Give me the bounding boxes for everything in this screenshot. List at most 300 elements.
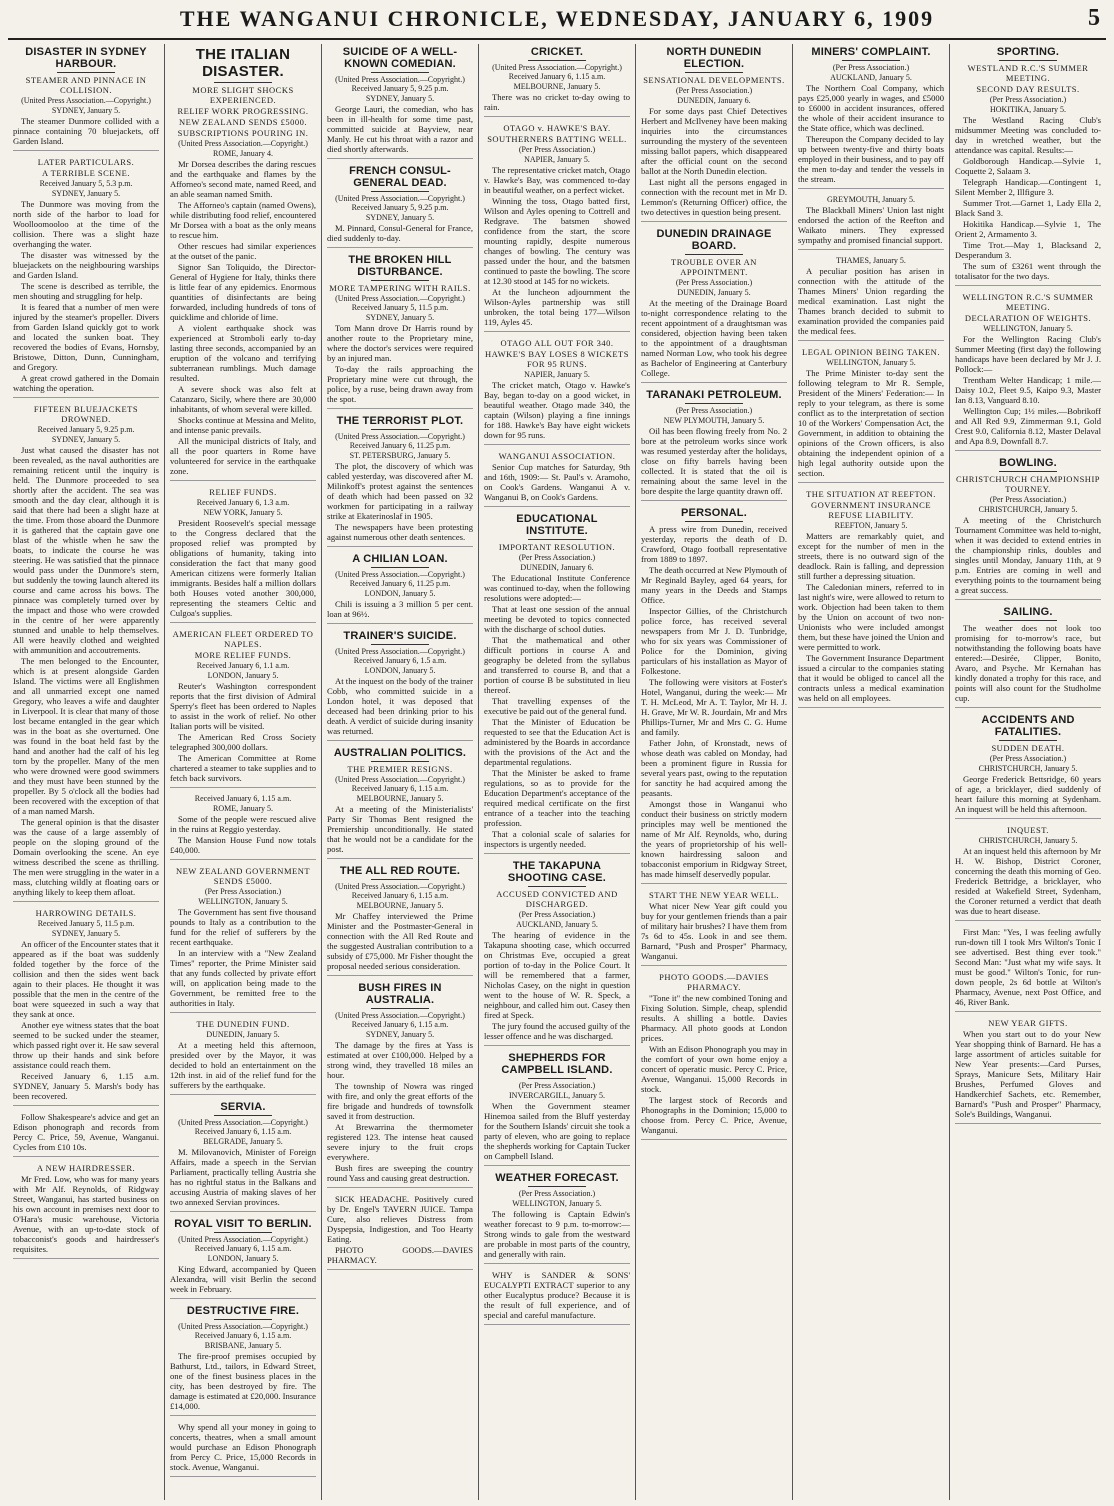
- dateline: REEFTON, January 5.: [834, 521, 908, 530]
- article-subheading: LEGAL OPINION BEING TAKEN.: [802, 347, 940, 357]
- article: [641, 507, 787, 884]
- article-paragraph: M. Milovanovich, Minister of Foreign Affairs, made a speech in the Servian Parliament, practically telling Austria she has no rightful status in the Balkans and accusing Austria of making slaves of her two annexed Servian provinces.: [170, 1147, 316, 1207]
- divider: [999, 740, 1057, 741]
- article: [327, 165, 473, 248]
- dateline: DUNEDIN, January 5.: [206, 1030, 280, 1039]
- dateline: MELBOURNE, January 5.: [513, 82, 601, 91]
- dateline: SYDNEY, January 5.: [365, 213, 435, 222]
- dateline: DUNEDIN, January 5.: [677, 288, 751, 297]
- wire-source: (United Press Association.—Copyright.): [178, 139, 308, 148]
- article-paragraph: Chili is issuing a 3 million 5 per cent. loan at 96½.: [327, 599, 473, 619]
- article: [170, 487, 316, 623]
- wire-source: (United Press Association.—Copyright.) Received January 5, 11.5 p.m.: [335, 294, 465, 312]
- article-paragraph: The largest stock of Records and Phonographs in the Dominion; 15,000 to choose from. Percy C. Price, Avenue, Wanganui.: [641, 1095, 787, 1135]
- article-paragraph: For the Wellington Racing Club's Summer Meeting (first day) the following handicaps have been declared by Mr J. J. Pollock:—: [955, 334, 1101, 374]
- news-column: [950, 44, 1106, 1500]
- article: [484, 1270, 630, 1325]
- article-paragraph: The weather does not look too promising for to-morrow's race, but notwithstanding the following boats have entered:—Desirée, Clipper, Bonito, Avaro, and Psyche. Mr Kernahan has kindly donated a trophy for this race, and points will also count for the Studholme cup.: [955, 623, 1101, 703]
- article: [170, 1218, 316, 1299]
- article: [484, 860, 630, 1046]
- article-heading: SAILING.: [1003, 606, 1053, 618]
- dateline: WELLINGTON, January 5.: [826, 358, 916, 367]
- article-subheading: NEW YEAR GIFTS.: [988, 1018, 1068, 1028]
- article-paragraph: The scene is described as terrible, the men shouting and struggling for help.: [13, 281, 159, 301]
- article: [170, 46, 316, 481]
- wire-source: (Per Press Association.): [518, 1189, 596, 1198]
- article: [13, 46, 159, 151]
- dateline: AUCKLAND, January 5.: [516, 920, 598, 929]
- dateline: LONDON, January 5.: [207, 671, 279, 680]
- article-heading: TARANAKI PETROLEUM.: [646, 389, 782, 401]
- divider: [528, 539, 586, 540]
- divider: [57, 72, 115, 73]
- article-paragraph: The Caledonian miners, referred to in last night's wire, were allowed to return to work. Objection had been taken to them by the Union on account of two non-Unionists who were included amongst them, but these have joined the Union and were permitted to work.: [798, 582, 944, 652]
- divider: [685, 521, 743, 522]
- columns-container: [8, 44, 1106, 1500]
- article-subheading: TROUBLE OVER AN APPOINTMENT.: [671, 257, 757, 277]
- article-paragraph: Follow Shakespeare's advice and get an Edison phonograph and records from Percy C. Price, 59, Avenue, Wanganui. Cycles from £10 10s.: [13, 1112, 159, 1152]
- article-paragraph: At an inquest held this afternoon by Mr H. W. Bishop, District Coroner, concerning the death this morning of Geo. Frederick Bettridge, a bricklayer, who resided at Wakefield Street, Sydenham, the Coroner returned a verdict that death was due to heart disease.: [955, 846, 1101, 916]
- article-paragraph: The Blackball Miners' Union last night endorsed the action of the Reefton and Waikato miners. They expressed sympathy and promised financial support.: [798, 205, 944, 245]
- article-subheading: STEAMER AND PINNACE IN COLLISION.: [25, 75, 147, 95]
- article-heading: NORTH DUNEDIN ELECTION.: [666, 46, 762, 70]
- article-paragraph: The Government has sent five thousand pounds to Italy as a contribution to the fund for the relief of sufferers by the recent earthquake.: [170, 907, 316, 947]
- article-paragraph: That the Minister be asked to frame regulations, so as to provide for the Education Department's acceptance of the required medical certificate on the first entrance of a teacher into the teaching profession.: [484, 768, 630, 828]
- dateline: CHRISTCHURCH, January 5.: [978, 836, 1078, 845]
- article: [641, 972, 787, 1140]
- article-heading: SPORTING.: [996, 46, 1060, 58]
- article-paragraph: The disaster was witnessed by the bluejackets on the neighbouring warships and Garden Island.: [13, 250, 159, 280]
- article-subheading: SUBSCRIPTIONS POURING IN.: [177, 128, 309, 138]
- divider: [371, 567, 429, 568]
- wire-source: (United Press Association.—Copyright.) Received January 6, 1.15 a.m.: [335, 882, 465, 900]
- article-paragraph: When you start out to do your New Year shopping think of Barnard. He has a large assortment of articles suitable for New Year presents:—Card Purses, Sprays, Manicure Sets, Military Hair Brushes, Perfumed Gloves and Handkerchief Sachets, etc. Remember, Barnard's "Push and Prosper" Pharmacy, Sole's Buildings, Wanganui.: [955, 1029, 1101, 1119]
- article-paragraph: The Prime Minister to-day sent the following telegram to Mr R. Semple, President of the Miners' Federation:— In reply to your telegram, as there is some conflict as to the interpretation of section 10 of the Workers' Compensation Act, the Government, in addition to obtaining the opinions of the Crown officers, is also obtaining the independent opinion of a high legal authority outside upon the section.: [798, 368, 944, 478]
- wire-source: (Per Press Association.): [675, 278, 753, 287]
- dateline: CHRISTCHURCH, January 5.: [978, 764, 1078, 773]
- article-paragraph: President Roosevelt's special message to the Congress declared that the proposed relief was prompted by obligations of humanity, taking into consideration the fact that many good American citizens were formerly Italian immigrants. Besides half a million dollars both Houses voted another 300,000, representing the steamers Celtic and Culgoa's supplies.: [170, 518, 316, 618]
- wire-source: (Per Press Association.): [518, 1081, 596, 1090]
- divider: [214, 1115, 272, 1116]
- article: [641, 890, 787, 966]
- dateline: SYDNEY, January 5.: [51, 435, 121, 444]
- article-paragraph: Shocks continue at Messina and Melito, and intense panic prevails.: [170, 415, 316, 435]
- article: [484, 451, 630, 507]
- wire-source: (United Press Association.—Copyright.) Received January 6, 1.15 a.m.: [178, 1118, 308, 1136]
- article-paragraph: The newspapers have been protesting against numerous other death sentences.: [327, 522, 473, 542]
- page-number: 5: [1088, 5, 1100, 31]
- article-heading: PERSONAL.: [681, 507, 747, 519]
- article-paragraph: King Edward, accompanied by Queen Alexandra, will visit Berlin the second week in February.: [170, 1264, 316, 1294]
- article-heading: SUICIDE OF A WELL-KNOWN COMEDIAN.: [342, 46, 458, 70]
- article-paragraph: What nicer New Year gift could you buy for your gentlemen friends than a pair of military hair brushes? I have them from 7s 6d to 45s. Look in and see them. Barnard, "Push and Prosper" Pharmacy, Wanganui.: [641, 901, 787, 961]
- wire-source: (Per Press Association.): [832, 63, 910, 72]
- article: [13, 908, 159, 1106]
- article: [13, 404, 159, 902]
- article-heading: DUNEDIN DRAINAGE BOARD.: [656, 228, 772, 252]
- article-heading: SHEPHERDS FOR CAMPBELL ISLAND.: [501, 1052, 613, 1076]
- article-heading: CRICKET.: [530, 46, 584, 58]
- article-paragraph: "Tone it" the new combined Toning and Fixing Solution. Simple, cheap, splendid results. A shilling a bottle. Davies Pharmacy. All photo goods at London prices.: [641, 993, 787, 1043]
- article-paragraph: The plot, the discovery of which was cabled yesterday, was discovered after M. Milinkoff's protest against the sentences of death which had been passed on 32 workmen for participating in a railway strike at Ekaterinoslaf in 1905.: [327, 461, 473, 521]
- article-paragraph: The hearing of evidence in the Takapuna shooting case, which occurred on Christmas Eve, occupied a great portion of to-day in the Police Court. It will be remembered that a farmer, Nicholas Casey, on the night in question went to the house of W. R. Speck, a neighbour, and called him out. Casey then fired at Speck.: [484, 930, 630, 1020]
- article-paragraph: Oil has been flowing freely from No. 2 bore at the petroleum works since work was resumed yesterday after the holidays, close on fifty barrels having been collected. It is stated that the oil is remaining about the same level in the bore despite the large quantity drawn off.: [641, 426, 787, 496]
- article-subheading: THE DUNEDIN FUND.: [196, 1019, 290, 1029]
- article: [484, 123, 630, 332]
- dateline: SYDNEY, January 5.: [51, 929, 121, 938]
- wire-source: (United Press Association.—Copyright.) Received January 6, 11.25 p.m.: [335, 432, 465, 450]
- article-subheading: RELIEF FUNDS.: [209, 487, 277, 497]
- article-subheading: HARROWING DETAILS.: [35, 908, 137, 918]
- article: [327, 46, 473, 159]
- article-paragraph: George Frederick Bettsridge, 60 years of age, a bricklayer, died suddenly of heart failure this morning at Sydenham. An inquest will be held this afternoon.: [955, 774, 1101, 814]
- article-paragraph: The damage by the fires at Yass is estimated at over £100,000. Helped by a strong wind, they travelled 18 miles an hour.: [327, 1040, 473, 1080]
- article: [484, 1052, 630, 1166]
- article: [327, 553, 473, 624]
- wire-source: (Per Press Association.): [989, 95, 1067, 104]
- news-column: [8, 44, 165, 1500]
- article: [170, 1019, 316, 1095]
- divider: [999, 620, 1057, 621]
- article-heading: DISASTER IN SYDNEY HARBOUR.: [25, 46, 147, 70]
- dateline: WELLINGTON, January 5.: [983, 324, 1073, 333]
- wire-source: (United Press Association.—Copyright.) Received January 6, 11.25 p.m.: [335, 570, 465, 588]
- article: [484, 338, 630, 445]
- dateline: INVERCARGILL, January 5.: [509, 1091, 605, 1100]
- article-paragraph: That the Minister of Education be requested to see that the Education Act is administered by the Boards in accordance with the provisions of the Act and the departmental regulations.: [484, 717, 630, 767]
- article-heading: THE TAKAPUNA SHOOTING CASE.: [507, 860, 607, 884]
- article: [955, 1018, 1101, 1124]
- article-subheading: CHRISTCHURCH CHAMPIONSHIP TOURNEY.: [955, 474, 1101, 494]
- article-paragraph: The American Red Cross Society telegraphed 300,000 dollars.: [170, 732, 316, 752]
- newspaper-title: THE WANGANUI CHRONICLE, WEDNESDAY, JANUARY 6, 1909: [179, 6, 935, 31]
- article-paragraph: The Westland Racing Club's midsummer Meeting was concluded to-day in wretched weather, but the attendance was capital. Results:—: [955, 115, 1101, 155]
- article-paragraph: The jury found the accused guilty of the lesser offence and he was discharged.: [484, 1021, 630, 1041]
- article-subheading: MORE SLIGHT SHOCKS EXPERIENCED.: [192, 85, 294, 105]
- wire-source: Received January 5, 5.3 p.m.: [39, 179, 133, 188]
- article-paragraph: Winning the toss, Otago batted first, Wilson and Ayles opening to Cottrell and Redgrave. The batsmen showed confidence from the start, the score mounting rapidly, despite numerous changes of bowling. The century was passed under the hour, and the batsmen continued to paste the bowling. The score at 12.30 stood at 145 for no wickets.: [484, 196, 630, 286]
- article-paragraph: Mr Fred. Low, who was for many years with Mr Alf. Reynolds, of Ridgway Street, Wanganui, has started business on his own account in premises next door to O'Hara's music warehouse, Victoria Avenue, with an up-to-date stock of tobacconist's goods and hairdresser's requisites.: [13, 1174, 159, 1254]
- article-paragraph: The Northern Coal Company, which pays £25,000 yearly in wages, and £5000 to £6000 in accident insurances, offered the whole of their accident insurance to the State office, which was declined.: [798, 83, 944, 133]
- article-paragraph: A peculiar position has arisen in connection with the attitude of the Thames Miners' Union regarding the medical examination. Last night the Thames branch decided to submit to examination provided the companies paid the medical fees.: [798, 266, 944, 336]
- divider: [371, 761, 429, 762]
- article-paragraph: That the mathematical and other difficult portions in course A and geography be deleted from the syllabus and transferred to course B, and that a portion of course B be substituted in lieu thereof.: [484, 635, 630, 695]
- dateline: WELLINGTON, January 5.: [512, 1199, 602, 1208]
- article: [955, 606, 1101, 708]
- news-column: [165, 44, 322, 1500]
- article: [955, 825, 1101, 921]
- dateline: AUCKLAND, January 5.: [830, 73, 912, 82]
- divider: [685, 403, 743, 404]
- article-paragraph: At the meeting of the Drainage Board to-night correspondence relating to the recent appointment of a draughtsman was considered, objection having been taken to the appointment of a draughtsman named Norman Low, who took his degree as Bachelor of Engineering at Canterbury College.: [641, 298, 787, 378]
- article-paragraph: Reuter's Washington correspondent reports that the first division of Admiral Sperry's fleet has been ordered to Naples to assist in the work of relief. No other Italian ports will be visited.: [170, 681, 316, 731]
- article-heading: THE ALL RED ROUTE.: [339, 865, 461, 877]
- article-paragraph: Some of the people were rescued alive in the ruins at Reggio yesterday.: [170, 814, 316, 834]
- article: [641, 389, 787, 501]
- article-paragraph: Inspector Gillies, of the Christchurch police force, has received several newspapers from Mr J. D. Tunbridge, who for six years was Commissioner of Police for the Dominion, giving particulars of his installation as Mayor of Folkestone.: [641, 606, 787, 676]
- article-paragraph: The following is Captain Edwin's weather forecast to 9 p.m. to-morrow:— Strong winds to gale from the westward are probable in most parts of the country, and generally with rain.: [484, 1209, 630, 1259]
- article-subheading: OTAGO v. HAWKE'S BAY.: [503, 123, 611, 133]
- article-subheading: DECLARATION OF WEIGHTS.: [964, 313, 1092, 323]
- news-column: [322, 44, 479, 1500]
- article-paragraph: The Government Insurance Department issued a circular to the companies stating that it would be obliged to cancel all the contracts unless a medical examination was held on all employees.: [798, 653, 944, 703]
- article-subheading: RELIEF WORK PROGRESSING.: [177, 106, 309, 116]
- dateline: LONDON, January 5.: [364, 666, 436, 675]
- news-column: [479, 44, 636, 1500]
- divider: [371, 1008, 429, 1009]
- article: [327, 865, 473, 976]
- wire-source: (United Press Association.—Copyright.) Received January 6, 1.15 a.m.: [178, 1235, 308, 1253]
- article-subheading: AMERICAN FLEET ORDERED TO NAPLES.: [172, 629, 314, 649]
- article-paragraph: The Mansion House Fund now totals £40,000.: [170, 835, 316, 855]
- article-subheading: SECOND DAY RESULTS.: [976, 84, 1080, 94]
- article: [170, 629, 316, 788]
- wire-source: (Per Press Association.): [518, 553, 596, 562]
- dateline: LONDON, January 5.: [207, 1254, 279, 1263]
- article-paragraph: At the luncheon adjournment the Wilson-Ayles partnership was still unbroken, the total being 177—Wilson 119, Ayles 45.: [484, 287, 630, 327]
- article-heading: WEATHER FORECAST.: [495, 1172, 619, 1184]
- article-paragraph: Trentham Welter Handicap; 1 mile.—Daisy 10.2, Fleet 9.5, Kaipo 9.3, Master Ian 8.13, Vanguard 8.10.: [955, 375, 1101, 405]
- article-heading: ACCIDENTS AND FATALITIES.: [981, 714, 1075, 738]
- wire-source: (United Press Association.—Copyright.): [21, 96, 151, 105]
- article-paragraph: An officer of the Encounter states that it appeared as if the boat was suddenly folded together by the force of the collision and then the sides went back again to their places. He thought it was possible that the men in the centre of the boat were squeezed in such a way that they sank at once.: [13, 939, 160, 1019]
- article-paragraph: Why spend all your money in going to concerts, theatres, when a small amount would purchase an Edison Phonograph from Percy C. Price, 15,000 Records in stock. Avenue, Wanganui.: [170, 1422, 316, 1472]
- article-subheading: MORE RELIEF FUNDS.: [194, 650, 292, 660]
- wire-source: (United Press Association.—Copyright.) Received January 6, 1.5 a.m.: [335, 647, 465, 665]
- article-paragraph: A great crowd gathered in the Domain watching the operation.: [13, 373, 159, 393]
- article-paragraph: To-day the rails approaching the Proprietary mine were cut through, the police, by a ruse, being drawn away from the spot.: [327, 364, 473, 404]
- article: [327, 982, 473, 1188]
- article-paragraph: That travelling expenses of the executive be paid out of the general fund.: [484, 696, 630, 716]
- article: [327, 254, 473, 409]
- article-paragraph: Other rescues had similar experiences at the outset of the panic.: [170, 241, 316, 261]
- article-paragraph: The representative cricket match, Otago v. Hawke's Bay, was commenced to-day in beautiful weather, on a perfect wicket.: [484, 165, 630, 195]
- article-paragraph: Matters are remarkably quiet, and except for the number of men in the streets, there is no outward sign of the deadlock. Rain is falling, and depression still further a depressing situation.: [798, 531, 944, 581]
- wire-source: (United Press Association.—Copyright.) Received January 6, 1.15 a.m.: [492, 63, 622, 81]
- divider: [371, 72, 429, 73]
- article-subheading: IMPORTANT RESOLUTION.: [498, 542, 616, 552]
- article-paragraph: A violent earthquake shock was experienced at Stromboli early to-day lasting three seconds, accompanied by an eruption of the volcano and terrifying subterranean rumblings. Much damage resulted.: [170, 323, 316, 383]
- article: [170, 1101, 316, 1212]
- article: [327, 747, 473, 859]
- article-paragraph: The general opinion is that the disaster was the cause of a large assembly of people on the sloping ground of the Domain overlooking the scene. An eye witness described the scene as thrilling. The men were struggling in the water in a mass, clutching wildly at floating oars or anything likely to keep them afloat.: [13, 817, 159, 897]
- article: [484, 513, 630, 854]
- article-paragraph: The sum of £3261 went through the totalisator for the two days.: [955, 261, 1101, 281]
- article-paragraph: Signor San Toliquido, the Director-General of Hygiene for Italy, thinks there is little fear of any epidemics. Enormous quantities of disinfectants are being forwarded, including hundreds of tons of quicklime and chloride of lime.: [170, 262, 316, 322]
- dateline: SYDNEY, January 5.: [51, 106, 121, 115]
- article-heading: BOWLING.: [999, 457, 1057, 469]
- article-paragraph: Telegraph Handicap.—Contingent 1, Silent Member 2, Illfigure 3.: [955, 177, 1101, 197]
- wire-source: (Per Press Association.): [518, 910, 596, 919]
- article-paragraph: George Lauri, the comedian, who has been in ill-health for some time past, committed suicide at Bayview, near Manly. He cut his throat with a razor and died shortly afterwards.: [327, 104, 473, 154]
- dateline: NAPIER, January 5.: [524, 155, 590, 164]
- wire-source: (United Press Association.—Copyright.) Received January 5, 9.25 p.m.: [335, 75, 465, 93]
- wire-source: (Per Press Association.): [675, 406, 753, 415]
- article-paragraph: At Brewarrina the thermometer registered 123. The intense heat caused severe injury to the fruit crops everywhere.: [327, 1122, 473, 1162]
- article-paragraph: Father John, of Kronstadt, news of whose death was cabled on Monday, had been a prominent figure in Russia for several years past, owing to the reputation for sanctity he had acquired among the peasants.: [641, 738, 787, 798]
- article-heading: FRENCH CONSUL-GENERAL DEAD.: [349, 165, 451, 189]
- article: [955, 457, 1101, 600]
- article: [327, 630, 473, 741]
- article-subheading: PHOTO GOODS.—DAVIES PHARMACY.: [659, 972, 769, 992]
- article-heading: SERVIA.: [220, 1101, 266, 1113]
- divider: [528, 886, 586, 887]
- article-subheading: A NEW HAIRDRESSER.: [36, 1163, 136, 1173]
- dateline: BRISBANE, January 5.: [204, 1341, 282, 1350]
- dateline: CHRISTCHURCH, January 5.: [978, 505, 1078, 514]
- article: [327, 1194, 473, 1270]
- article-paragraph: Last night all the persons engaged in connection with the recount met in Mr D. Lemmon's (Returning Officer) office, the two detectives in question being present.: [641, 177, 787, 217]
- article-paragraph: Another eye witness states that the boat seemed to be sucked under the steamer, which passed right over it. He saw several throw up their hands and sink before assistance could reach them.: [13, 1020, 159, 1070]
- article-subheading: GOVERNMENT INSURANCE REFUSE LIABILITY.: [810, 500, 932, 520]
- article-subheading: OTAGO ALL OUT FOR 340.: [500, 338, 614, 348]
- divider: [999, 60, 1057, 61]
- article-paragraph: A press wire from Dunedin, received yesterday, reports the death of D. Crawford, Otago football representative from 1889 to 1897.: [641, 524, 787, 564]
- wire-source: (Per Press Association.): [989, 754, 1067, 763]
- article: [641, 46, 787, 222]
- wire-source: (United Press Association.—Copyright.) Received January 6, 1.15 a.m.: [335, 1011, 465, 1029]
- wire-source: Received January 6, 1.3 a.m.: [196, 498, 290, 507]
- article-paragraph: All the municipal districts of Italy, and all the poor quarters in Rome have volunteered for service in the earthquake zone.: [170, 436, 316, 476]
- article: [170, 794, 316, 860]
- dateline: BELGRADE, January 5.: [203, 1137, 283, 1146]
- divider: [371, 429, 429, 430]
- article: [955, 714, 1101, 819]
- article-paragraph: The death occurred at New Plymouth of Mr Reginald Bayley, aged 64 years, for many years in the Deeds and Stamps Office.: [641, 565, 787, 605]
- article-subheading: START THE NEW YEAR WELL.: [648, 890, 780, 900]
- article-paragraph: The Dunmore was moving from the north side of the harbor to load for Woolloomooloo at the time of the collision. There was a slight haze overhanging the water.: [13, 199, 159, 249]
- wire-source: (United Press Association.—Copyright.) Received January 6, 1.15 a.m.: [178, 1322, 308, 1340]
- article-paragraph: Mr Dorsea describes the daring rescues and the earthquake and flames by the Afforneo's second mate, named Reed, and an able seaman named Smith.: [170, 159, 316, 199]
- divider: [528, 1078, 586, 1079]
- wire-source: (United Press Association.—Copyright.) Received January 5, 9.25 p.m.: [335, 194, 465, 212]
- article: [13, 1163, 159, 1259]
- article-paragraph: When the Government steamer Hinemoa sailed from the Bluff yesterday for the Southern Islands' circuit she took a party of eleven, who are going to replace the shepherds working for Captain Tucker on Campbell Island.: [484, 1101, 630, 1161]
- article-heading: MINERS' COMPLAINT.: [811, 46, 931, 58]
- article-heading: TRAINER'S SUICIDE.: [343, 630, 457, 642]
- article-paragraph: Thereupon the Company decided to lay up between twenty-five and thirty boats employed in their business, and to pay off the men to-day and tender the vessels in the stream.: [798, 134, 944, 184]
- article-paragraph: The steamer Dunmore collided with a pinnace containing 70 bluejackets, off Garden Island.: [13, 116, 159, 146]
- article: [641, 228, 787, 383]
- article-subheading: SENSATIONAL DEVELOPMENTS.: [643, 75, 785, 85]
- article: [170, 1305, 316, 1416]
- dateline: ROME, January 4.: [213, 149, 273, 158]
- article-paragraph: The township of Nowra was ringed with fire, and only the great efforts of the fire brigade and hundreds of townsfolk saved it from destruction.: [327, 1081, 473, 1121]
- masthead: [8, 0, 1106, 40]
- article: [955, 292, 1101, 451]
- divider: [528, 60, 586, 61]
- article-paragraph: Received January 6, 1.15 a.m. SYDNEY, January 5. Marsh's body has been recovered.: [13, 1071, 159, 1101]
- article-paragraph: Just what caused the disaster has not been revealed, as the naval authorities are remaining reticent until the inquiry is held. The Dunmore proceeded to sea shortly after the accident. The sea was smooth and the day clear, although it is said that there had been a slight haze at the time. From those aboard the Dunmore it is gathered that the captain gave one blast of the whistle when he saw the boats, to indicate the course he was steering. He was satisfied that the pinnace would pass under the Dunmore's stern, but suddenly the towing launch altered its course and came across his bows. The pinnace was completely turned over by the impact and those who were crowded in the centre of her were apparently stunned and unable to help themselves. All were heavily clothed and weighted with ammunition and accoutrements.: [13, 445, 159, 655]
- article-paragraph: With an Edison Phonograph you may in the comfort of your own home enjoy a concert of operatic music. Percy C. Price, Avenue, Wanganui. 15,000 Records in stock.: [641, 1044, 787, 1094]
- divider: [371, 280, 429, 281]
- dateline: DUNEDIN, January 6.: [677, 96, 751, 105]
- article-paragraph: SICK HEADACHE. Positively cured by Dr. Engel's TAVERN JUICE. Tampa Cure, also relieves Distress from Dyspepsia, Indigestion, and Too Hearty Eating.: [327, 1194, 473, 1244]
- article-paragraph: At a meeting held this afternoon, presided over by the Mayor, it was decided to hold an entertainment on the 12th inst. in aid of the relief fund for the sufferers by the earthquake.: [170, 1040, 316, 1090]
- divider: [528, 1186, 586, 1187]
- article-subheading: SOUTHERNERS BATTING WELL.: [487, 134, 627, 144]
- article-paragraph: A meeting of the Christchurch Tournament Committee was held to-night, when it was decided to extend entries in the championship rinks, doubles and singles until Monday, January 11th, at 9 p.m. Entries are coming in well and everything points to the tournament being a great success.: [955, 515, 1101, 595]
- wire-source: Received January 6, 1.15 a.m.: [194, 794, 292, 803]
- wire-source: Received January 6, 1.1 a.m.: [196, 661, 290, 670]
- article-subheading: INQUEST.: [1007, 825, 1049, 835]
- dateline: HOKITIKA, January 5.: [990, 105, 1066, 114]
- wire-source: Received January 5, 9.25 p.m.: [37, 425, 135, 434]
- article: [955, 927, 1101, 1012]
- wire-source: (Per Press Association.): [675, 86, 753, 95]
- dateline: NAPIER, January 5.: [524, 370, 590, 379]
- dateline: MELBOURNE, January 5.: [356, 901, 444, 910]
- article-paragraph: Goldborough Handicap.—Sylvie 1, Coquette 2, Salaam 3.: [955, 156, 1101, 176]
- article-subheading: WANGANUI ASSOCIATION.: [498, 451, 616, 461]
- article-heading: THE TERRORIST PLOT.: [336, 415, 464, 427]
- dateline: GREYMOUTH, January 5.: [827, 195, 915, 204]
- divider: [214, 82, 272, 83]
- article-paragraph: Bush fires are sweeping the country round Yass and causing great destruction.: [327, 1163, 473, 1183]
- article-paragraph: PHOTO GOODS.—DAVIES PHARMACY.: [327, 1245, 473, 1265]
- article-paragraph: Time Trot.—May 1, Blacksand 2, Desperandum 3.: [955, 240, 1101, 260]
- article-heading: BUSH FIRES IN AUSTRALIA.: [358, 982, 442, 1006]
- wire-source: (Per Press Association.): [518, 145, 596, 154]
- article-subheading: MORE TAMPERING WITH RAILS.: [329, 283, 471, 293]
- dateline: NEW PLYMOUTH, January 5.: [663, 416, 765, 425]
- divider: [685, 254, 743, 255]
- article-heading: A CHILIAN LOAN.: [352, 553, 448, 565]
- divider: [842, 60, 900, 61]
- article-paragraph: The following were visitors at Foster's Hotel, Wanganui, during the week:— Mr T. H. McLeod, Mr A. T. Taylor, Mr H. J. H. Grave, Mr W. R. Jourdain, Mr and Mrs Phillips-Turner, Mr and Mrs C. G. Hume and family.: [641, 677, 787, 737]
- wire-source: (Per Press Association.): [204, 887, 282, 896]
- article: [798, 256, 944, 341]
- article-subheading: WESTLAND R.C.'S SUMMER MEETING.: [967, 63, 1089, 83]
- article-subheading: A TERRIBLE SCENE.: [42, 168, 130, 178]
- article-paragraph: That at least one session of the annual meeting be devoted to topics connected with the discharge of school duties.: [484, 604, 630, 634]
- article: [798, 347, 944, 483]
- article: [798, 195, 944, 250]
- article: [798, 46, 944, 189]
- article-subheading: FIFTEEN BLUEJACKETS DROWNED.: [33, 404, 139, 424]
- article-paragraph: For some days past Chief Detectives Herbert and McIlveney have been making inquiries into the circumstances surrounding the mystery of the seventeen missing ballot papers, which disappeared after the official count on the second ballot at the North Dunedin election.: [641, 106, 787, 176]
- article: [13, 157, 159, 398]
- divider: [999, 471, 1057, 472]
- article-subheading: SUDDEN DEATH.: [991, 743, 1065, 753]
- dateline: SYDNEY, January 5.: [365, 313, 435, 322]
- divider: [214, 1232, 272, 1233]
- article-paragraph: At the inquest on the body of the trainer Cobb, who committed suicide in a London hotel, it was deposed that deceased had been drinking prior to his death. A verdict of suicide during insanity was returned.: [327, 676, 473, 736]
- article-subheading: HAWKE'S BAY LOSES 8 WICKETS FOR 95 RUNS.: [485, 349, 629, 369]
- article-paragraph: The men belonged to the Encounter, which is at present alongside Garden Island. The victims were all Englishmen and all unmarried except one named Gregory, who leaves a wife and daughter in Liverpool. It is clear that many of those lost became entangled in the gear which was in the boat as she overturned. One was found in the boat held fast by the hand and another had the calf of his leg torn by the propeller. Many of the men who were drowned were good swimmers and they must have been stunned by the propeller. By 5 o'clock all the bodies had been recovered with the exception of that of a man named Marsh.: [13, 656, 159, 816]
- article-subheading: WELLINGTON R.C.'S SUMMER MEETING.: [962, 292, 1094, 312]
- article-paragraph: The fire-proof premises occupied by Bathurst, Ltd., tailors, in Edward Street, one of the finest business places in the city, has been destroyed by fire. The damage is estimated at £20,000. Insurance £14,000.: [170, 1351, 316, 1411]
- article-paragraph: In an interview with a "New Zealand Times" reporter, the Prime Minister said that any funds collected by private effort will, on application being made to the Government, be remitted free to the authorities in Italy.: [170, 948, 316, 1008]
- article-paragraph: A severe shock was also felt at Catanzaro, Sicily, where there are 30,000 inhabitants, of whom several were killed.: [170, 384, 316, 414]
- article: [484, 46, 630, 117]
- article: [170, 1422, 316, 1477]
- article-paragraph: Mr Chaffey interviewed the Prime Minister and the Postmaster-General in connection with the All Red Route and the suggested Australian contribution to a subsidy of £75,000. Mr Fisher thought the proposal needed serious consideration.: [327, 911, 473, 971]
- article-heading: ROYAL VISIT TO BERLIN.: [174, 1218, 312, 1230]
- article: [170, 866, 316, 1013]
- divider: [214, 1319, 272, 1320]
- article-heading: DESTRUCTIVE FIRE.: [186, 1305, 300, 1317]
- dateline: SYDNEY, January 5.: [365, 1030, 435, 1039]
- wire-source: Received January 5, 11.5 p.m.: [37, 919, 135, 928]
- article: [955, 46, 1101, 286]
- article-paragraph: At a meeting of the Ministerialists' Party Sir Thomas Bent resigned the Premiership unconditionally. He stated that he would not be a candidate for the post.: [327, 804, 473, 854]
- divider: [371, 191, 429, 192]
- article: [13, 1112, 159, 1157]
- article-paragraph: M. Pinnard, Consul-General for France, died suddenly to-day.: [327, 223, 473, 243]
- article-paragraph: The Afforneo's captain (named Owens), while distributing food relief, encountered Mr Dorsea with a boat as the only means to rescue him.: [170, 200, 316, 240]
- article-paragraph: The American Committee at Rome chartered a steamer to take supplies and to fetch back survivors.: [170, 753, 316, 783]
